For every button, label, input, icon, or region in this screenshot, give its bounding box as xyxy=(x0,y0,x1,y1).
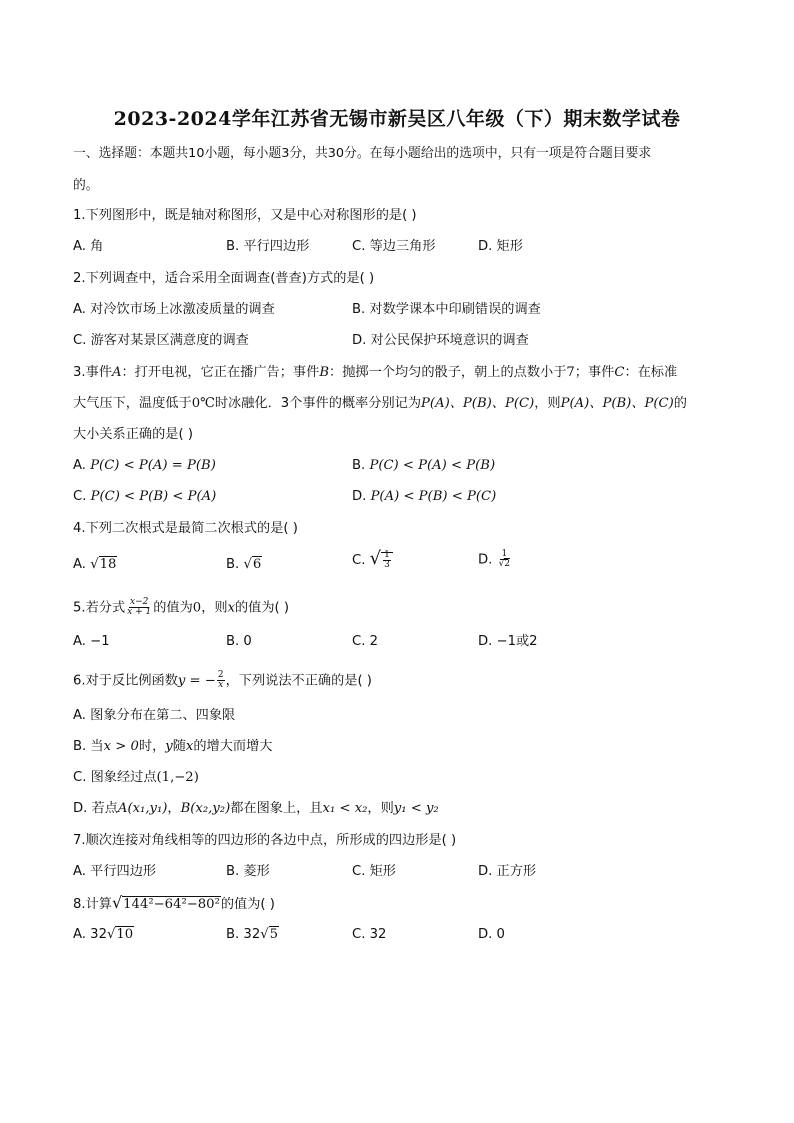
q8-text: 的值为( ) xyxy=(220,897,275,912)
radicand: 10 xyxy=(116,927,134,942)
q3-probabilities: P(A)、P(B)、P(C) xyxy=(560,396,674,411)
q3-stem-line3: 大小关系正确的是( ) xyxy=(73,427,193,442)
q6-text: 6.对于反比例函数 xyxy=(73,673,178,689)
q6-option-a: A. 图象分布在第二、四象限 xyxy=(73,708,236,723)
denominator: √2 xyxy=(498,559,511,569)
q6-text: B. 当 xyxy=(73,739,104,754)
q6-text: ，下列说法不正确的是( ) xyxy=(225,673,372,689)
q6-text: 时， xyxy=(138,739,166,754)
option-expression: P(C) < P(A) = P(B) xyxy=(90,458,216,473)
radicand: 144²−64²−80² xyxy=(123,897,220,912)
q3-text: 大气压下，温度低于 xyxy=(73,396,192,411)
q6-text: ， xyxy=(167,801,181,816)
q3-option-b xyxy=(352,457,495,475)
q3-text: ，则 xyxy=(534,396,561,411)
section-heading-line2: 的。 xyxy=(73,178,99,193)
radicand: 5 xyxy=(269,927,279,942)
q7-option-d: D. 正方形 xyxy=(478,864,537,879)
result: y₁ < y₂ xyxy=(393,801,439,816)
q4-stem: 4.下列二次根式是最简二次根式的是( ) xyxy=(73,521,298,536)
q6-option-d xyxy=(73,800,439,818)
q1-option-d: D. 矩形 xyxy=(478,239,523,254)
q2-stem: 2.下列调查中，适合采用全面调查(普查)方式的是( ) xyxy=(73,271,375,286)
q1-stem: 1.下列图形中，既是轴对称图形，又是中心对称图形的是( ) xyxy=(73,208,417,223)
variable: x xyxy=(185,739,194,754)
numerator: x−2 xyxy=(130,597,149,607)
q5-text: 的值为 xyxy=(153,600,193,616)
numerator: 1 xyxy=(384,549,390,560)
q3-text: 时冰融化．3个事件的概率分别记为 xyxy=(214,396,422,411)
point: (1,−2) xyxy=(156,770,199,785)
q3-event-a: A xyxy=(111,365,122,380)
page-title: 2023-2024学年江苏省无锡市新吴区八年级（下）期末数学试卷 xyxy=(113,108,681,130)
sqrt-icon: √ xyxy=(106,927,116,942)
sqrt-icon: √ xyxy=(111,893,123,912)
condition: x > 0 xyxy=(103,739,139,754)
condition: x₁ < x₂ xyxy=(322,801,368,816)
variable: y xyxy=(165,739,173,754)
point: A(x₁,y₁) xyxy=(117,801,168,816)
q8-option-c: C. 32 xyxy=(352,927,387,942)
q4-option-c xyxy=(352,550,393,570)
option-text: A. 32 xyxy=(73,927,107,942)
option-letter: C. xyxy=(73,489,87,504)
q5-text: 的值为( ) xyxy=(235,600,290,616)
option-text: B. 32 xyxy=(226,927,261,942)
option-letter: B. xyxy=(226,557,240,572)
function-expression: y = − xyxy=(177,673,216,689)
q4-option-d xyxy=(478,550,512,570)
q6-text: C. 图象经过点 xyxy=(73,770,157,785)
q3-option-d xyxy=(352,488,496,506)
q1-option-c: C. 等边三角形 xyxy=(352,239,436,254)
q6-option-b xyxy=(73,738,272,756)
q4-option-b xyxy=(226,556,262,574)
radicand: 18 xyxy=(99,557,117,572)
q3-number: 7 xyxy=(566,365,575,380)
q3-stem-line2 xyxy=(73,395,687,413)
radicand: 2 xyxy=(504,559,511,569)
q3-text: ：在标准 xyxy=(624,365,678,380)
q7-option-c: C. 矩形 xyxy=(352,864,396,879)
q3-temperature: 0℃ xyxy=(191,396,215,411)
q4-option-a xyxy=(73,556,117,574)
q5-text: ，则 xyxy=(201,600,228,616)
q5-variable: x xyxy=(227,600,235,616)
q3-text: ：抛掷一个均匀的骰子，朝上的点数小于 xyxy=(329,365,567,380)
radicand: 6 xyxy=(252,557,262,572)
q3-text: ：打开电视，它正在播广告；事件 xyxy=(121,365,320,380)
q6-text: D. 若点 xyxy=(73,801,118,816)
q5-option-d: D. −1或2 xyxy=(478,634,538,649)
q3-option-a xyxy=(73,457,216,475)
q6-text: ，则 xyxy=(367,801,394,816)
q5-number: 0 xyxy=(192,600,202,616)
option-letter: B. xyxy=(352,458,366,473)
q3-option-c xyxy=(73,488,216,506)
q2-option-b: B. 对数学课本中印刷错误的调查 xyxy=(352,302,541,317)
q1-option-b: B. 平行四边形 xyxy=(226,239,310,254)
q2-option-d: D. 对公民保护环境意识的调查 xyxy=(352,333,529,348)
q6-stem xyxy=(73,671,372,691)
option-letter: A. xyxy=(73,458,86,473)
fraction xyxy=(217,671,225,690)
q1-option-a: A. 角 xyxy=(73,239,104,254)
q3-text: 的 xyxy=(673,396,687,411)
q7-option-b: B. 菱形 xyxy=(226,864,270,879)
q2-option-a: A. 对冷饮市场上冰激凌质量的调查 xyxy=(73,302,275,317)
denominator: x + 1 xyxy=(127,607,152,617)
sqrt-icon: √ xyxy=(90,557,99,572)
option-expression: P(C) < P(B) < P(A) xyxy=(90,489,217,504)
q3-text: ；事件 xyxy=(574,365,615,380)
q5-option-a: A. −1 xyxy=(73,634,110,649)
option-expression: P(C) < P(A) < P(B) xyxy=(369,458,496,473)
denominator: x xyxy=(218,680,224,690)
q8-text: 8.计算 xyxy=(73,897,112,912)
fraction xyxy=(383,551,391,570)
q5-text: 5.若分式 xyxy=(73,600,126,616)
sqrt-icon: √ xyxy=(243,557,252,572)
q8-option-b xyxy=(226,926,279,944)
q6-option-c xyxy=(73,769,199,787)
radicand xyxy=(381,549,393,570)
q6-text: 的增大而增大 xyxy=(193,739,273,754)
q8-option-a xyxy=(73,926,134,944)
q3-event-b: B xyxy=(319,365,330,380)
denominator: 3 xyxy=(384,559,390,570)
q7-option-a: A. 平行四边形 xyxy=(73,864,157,879)
option-letter: C. xyxy=(352,553,366,568)
q2-option-c: C. 游客对某景区满意度的调查 xyxy=(73,333,249,348)
fraction xyxy=(126,598,152,617)
q8-stem xyxy=(73,894,275,914)
option-letter: D. xyxy=(352,489,367,504)
q6-text: 随 xyxy=(172,739,186,754)
numerator: 2 xyxy=(217,670,224,680)
sqrt-icon: √ xyxy=(260,927,269,942)
numerator: 1 xyxy=(501,549,508,559)
q3-event-c: C xyxy=(614,365,625,380)
q7-stem: 7.顺次连接对角线相等的四边形的各边中点，所形成的四边形是( ) xyxy=(73,833,457,848)
q5-stem xyxy=(73,598,289,618)
q3-text: 3.事件 xyxy=(73,365,112,380)
option-expression: P(A) < P(B) < P(C) xyxy=(370,489,497,504)
q5-option-c: C. 2 xyxy=(352,634,378,649)
q6-text: 都在图象上，且 xyxy=(230,801,323,816)
option-letter: A. xyxy=(73,557,86,572)
q3-probabilities: P(A)、P(B)、P(C) xyxy=(421,396,535,411)
q5-option-b: B. 0 xyxy=(226,634,252,649)
q8-option-d: D. 0 xyxy=(478,927,505,942)
section-heading-line1: 一、选择题：本题共10小题，每小题3分，共30分。在每小题给出的选项中，只有一项是符合题目要求 xyxy=(73,146,652,161)
point: B(x₂,y₂) xyxy=(180,801,231,816)
fraction xyxy=(498,550,511,569)
option-letter: D. xyxy=(478,552,493,568)
q3-stem-line1 xyxy=(73,364,677,382)
sqrt-icon: √ xyxy=(369,548,382,569)
